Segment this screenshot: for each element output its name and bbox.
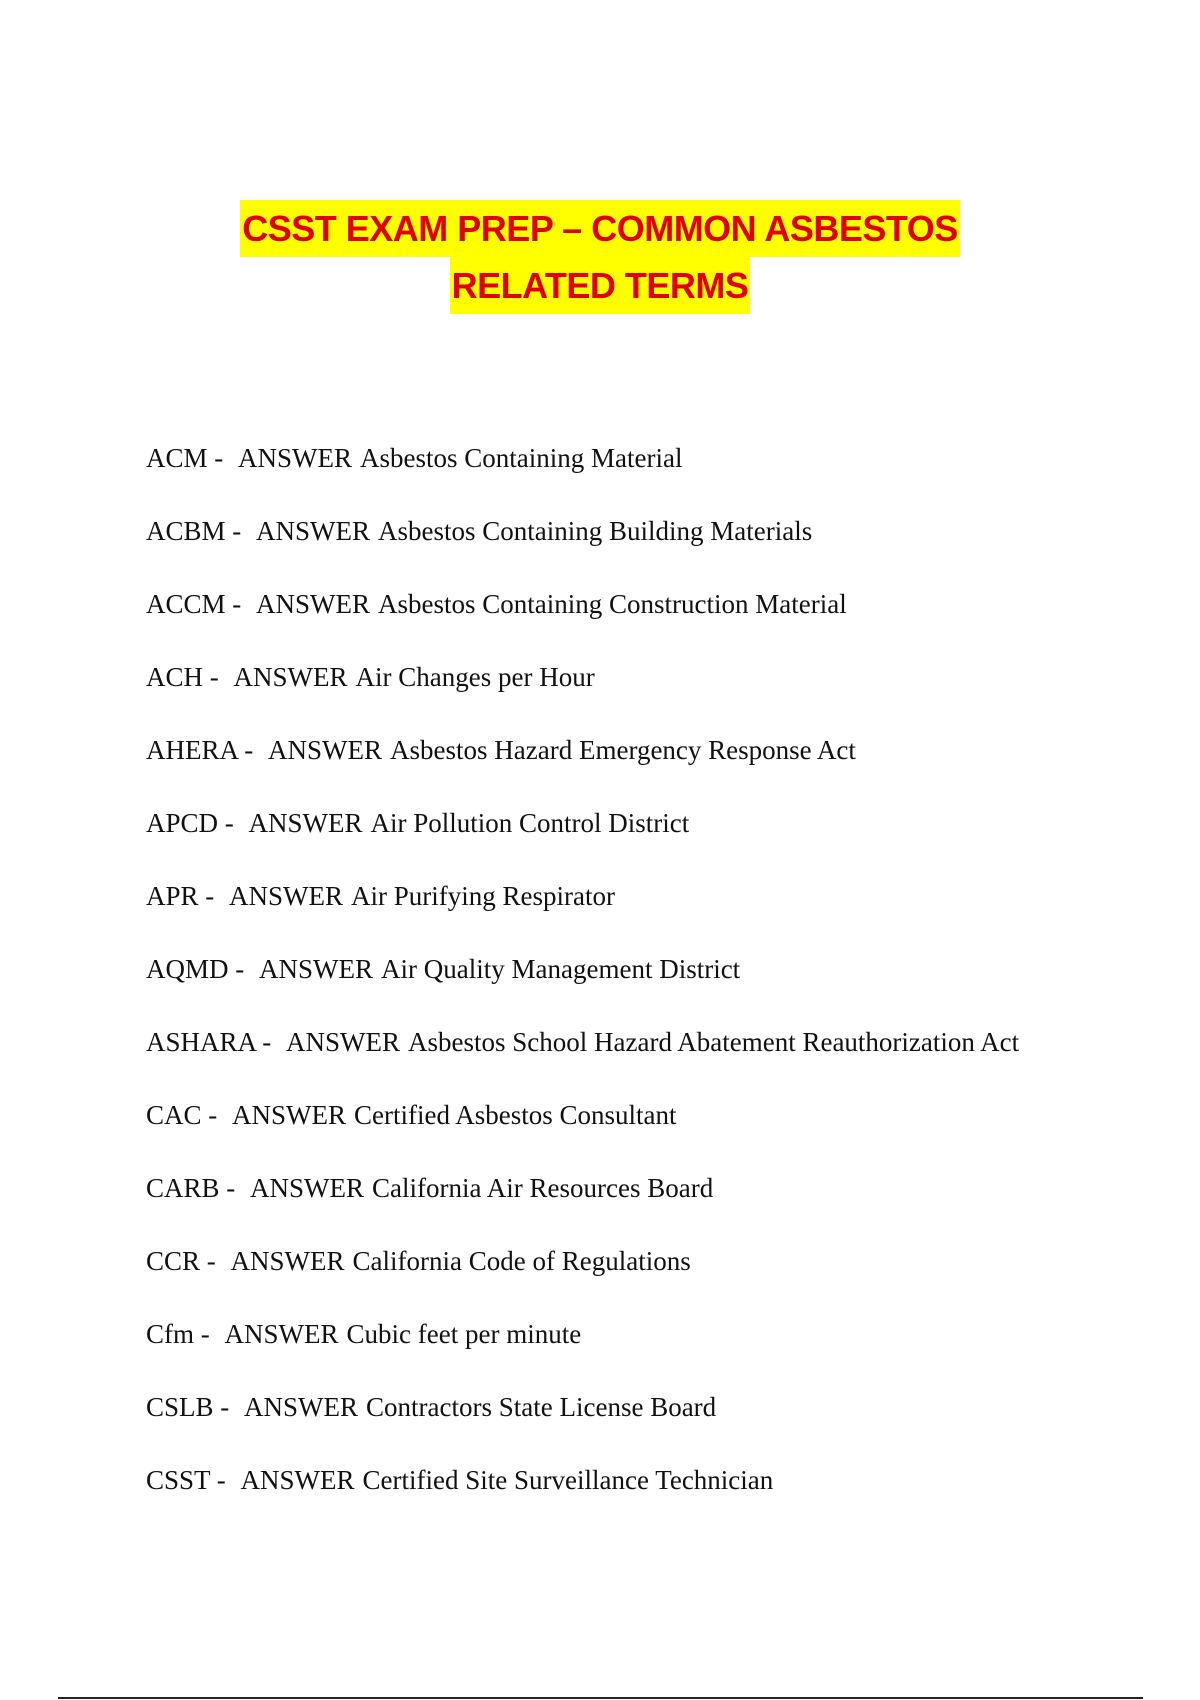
term-separator: - [200, 1246, 223, 1276]
term-item [146, 732, 1046, 768]
term-item [146, 1389, 1046, 1425]
term-abbreviation: CSST [146, 1465, 211, 1495]
term-separator: - [255, 1027, 279, 1057]
term-definition: Air Purifying Respirator [351, 881, 615, 911]
term-abbreviation: ACCM [146, 589, 226, 619]
document-title [0, 200, 1200, 314]
term-abbreviation: CARB [146, 1173, 220, 1203]
answer-label: ANSWER [244, 1392, 359, 1422]
term-item [146, 805, 1046, 841]
term-abbreviation: APCD [146, 808, 219, 838]
term-definition: Contractors State License Board [366, 1392, 717, 1422]
term-separator: - [207, 443, 231, 473]
term-item [146, 1243, 1046, 1279]
term-abbreviation: APR [146, 881, 199, 911]
answer-label: ANSWER [268, 735, 383, 765]
term-item [146, 1170, 1046, 1206]
term-separator: - [218, 808, 241, 838]
answer-label: ANSWER [286, 1027, 401, 1057]
answer-label: ANSWER [248, 808, 363, 838]
answer-label: ANSWER [229, 881, 344, 911]
title-line-1: CSST EXAM PREP – COMMON ASBESTOS [240, 200, 959, 257]
term-item [146, 1462, 1046, 1498]
term-abbreviation: CAC [146, 1100, 202, 1130]
term-definition: Certified Asbestos Consultant [354, 1100, 677, 1130]
term-abbreviation: Cfm [146, 1319, 195, 1349]
term-item [146, 951, 1046, 987]
answer-label: ANSWER [232, 1100, 347, 1130]
term-item [146, 440, 1046, 476]
term-definition: Air Pollution Control District [370, 808, 690, 838]
title-line-2: RELATED TERMS [450, 257, 751, 314]
term-definition: Air Changes per Hour [355, 662, 595, 692]
term-abbreviation: AQMD [146, 954, 229, 984]
terms-list [146, 440, 1046, 1535]
term-item [146, 1316, 1046, 1352]
term-definition: Cubic feet per minute [346, 1319, 582, 1349]
term-abbreviation: ACBM [146, 516, 226, 546]
answer-label: ANSWER [224, 1319, 339, 1349]
term-separator: - [210, 1465, 233, 1495]
term-definition: Asbestos Containing Material [360, 443, 683, 473]
term-separator: - [198, 881, 222, 911]
term-item [146, 586, 1046, 622]
term-abbreviation: ASHARA [146, 1027, 256, 1057]
term-definition: Asbestos Containing Building Materials [378, 516, 813, 546]
term-definition: Asbestos Hazard Emergency Response Act [390, 735, 856, 765]
answer-label: ANSWER [259, 954, 374, 984]
answer-label: ANSWER [233, 662, 348, 692]
term-item [146, 1024, 1046, 1060]
term-separator: - [213, 1392, 237, 1422]
term-item [146, 1097, 1046, 1133]
term-definition: Air Quality Management District [381, 954, 741, 984]
answer-label: ANSWER [256, 589, 371, 619]
answer-label: ANSWER [250, 1173, 365, 1203]
term-abbreviation: ACM [146, 443, 208, 473]
term-item [146, 659, 1046, 695]
term-separator: - [228, 954, 252, 984]
term-abbreviation: CSLB [146, 1392, 214, 1422]
answer-label: ANSWER [238, 443, 353, 473]
answer-label: ANSWER [230, 1246, 345, 1276]
answer-label: ANSWER [240, 1465, 355, 1495]
term-item [146, 878, 1046, 914]
term-separator: - [225, 516, 249, 546]
term-separator: - [225, 589, 249, 619]
term-abbreviation: CCR [146, 1246, 201, 1276]
term-item [146, 513, 1046, 549]
term-separator: - [219, 1173, 243, 1203]
term-separator: - [203, 662, 226, 692]
term-separator: - [194, 1319, 217, 1349]
term-abbreviation: ACH [146, 662, 204, 692]
term-definition: Certified Site Surveillance Technician [362, 1465, 774, 1495]
term-separator: - [201, 1100, 225, 1130]
bottom-divider [58, 1697, 1143, 1699]
term-abbreviation: AHERA [146, 735, 238, 765]
term-definition: California Air Resources Board [372, 1173, 714, 1203]
term-definition: California Code of Regulations [352, 1246, 691, 1276]
term-separator: - [237, 735, 261, 765]
answer-label: ANSWER [256, 516, 371, 546]
term-definition: Asbestos Containing Construction Material [378, 589, 847, 619]
term-definition: Asbestos School Hazard Abatement Reauthorization Act [408, 1027, 1020, 1057]
